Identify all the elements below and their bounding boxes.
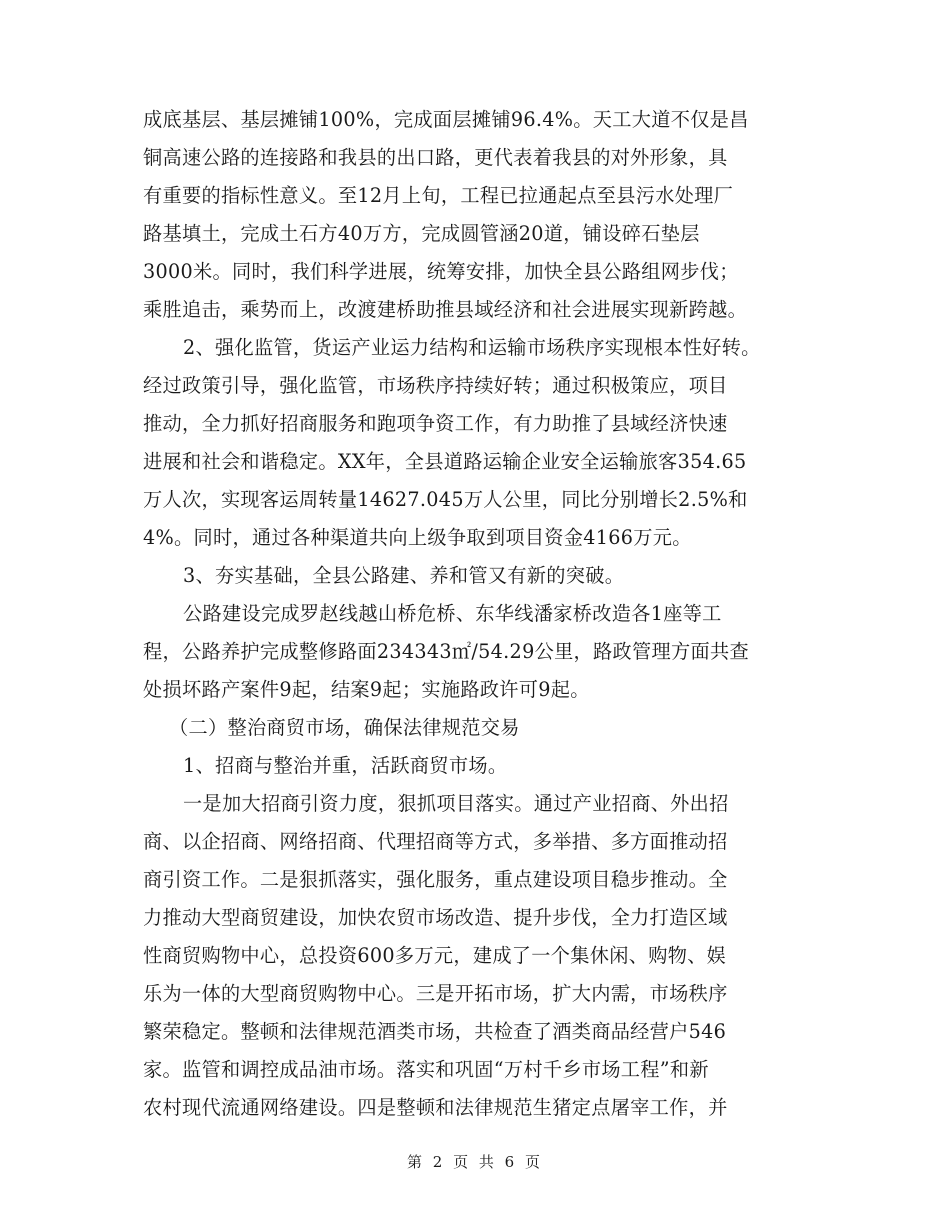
text-line: 进展和社会和谐稳定。XX年，全县道路运输企业安全运输旅客354.65 (143, 450, 747, 473)
text-line: 一是加大招商引资力度，狠抓项目落实。通过产业招商、外出招 (183, 792, 729, 815)
page-number-footer: 第 2 页 共 6 页 (407, 1153, 543, 1171)
text-line: 路基填土，完成土石方40万方，完成圆管涵20道，铺设碎石垫层 (143, 222, 700, 245)
text-line: 3000米。同时，我们科学进展，统筹安排，加快全县公路组网步伐； (143, 260, 739, 283)
paragraph-heading: 1、招商与整治并重，活跃商贸市场。 (183, 754, 508, 777)
text-line: 程，公路养护完成整修路面234343㎡/54.29公里，路政管理方面共查 (143, 640, 749, 663)
text-line: 经过政策引导，强化监管，市场秩序持续好转；通过积极策应，项目 (143, 374, 728, 397)
text-line: 商、以企招商、网络招商、代理招商等方式，多举措、多方面推动招 (143, 830, 728, 853)
section-heading: （二）整治商贸市场，确保法律规范交易 (169, 716, 520, 739)
text-line: 力推动大型商贸建设，加快农贸市场改造、提升步伐，全力打造区域 (143, 906, 728, 929)
text-line: 农村现代流通网络建设。四是整顿和法律规范生猪定点屠宰工作，并 (143, 1096, 728, 1119)
text-line: 推动，全力抓好招商服务和跑项争资工作，有力助推了县域经济快速 (143, 412, 728, 435)
text-line: 乘胜追击，乘势而上，改渡建桥助推县域经济和社会进展实现新跨越。 (143, 298, 748, 321)
text-line: 铜高速公路的连接路和我县的出口路，更代表着我县的对外形象，具 (143, 146, 728, 169)
text-line: 乐为一体的大型商贸购物中心。三是开拓市场，扩大内需，市场秩序 (143, 982, 728, 1005)
text-line: 商引资工作。二是狠抓落实，强化服务，重点建设项目稳步推动。全 (143, 868, 728, 891)
text-line: 性商贸购物中心，总投资600多万元，建成了一个集休闲、购物、娱 (143, 944, 727, 967)
text-line: 公路建设完成罗赵线越山桥危桥、东华线潘家桥改造各1座等工 (183, 602, 722, 625)
text-line: 处损坏路产案件9起，结案9起；实施路政许可9起。 (143, 678, 590, 701)
text-line: 4%。同时，通过各种渠道共向上级争取到项目资金4166万元。 (143, 526, 692, 549)
text-line: 有重要的指标性意义。至12月上旬，工程已拉通起点至县污水处理厂 (143, 184, 734, 207)
text-line: 家。监管和调控成品油市场。落实和巩固“万村千乡市场工程”和新 (143, 1058, 709, 1081)
paragraph-heading: 3、夯实基础，全县公路建、养和管又有新的突破。 (183, 564, 625, 587)
paragraph-heading: 2、强化监管，货运产业运力结构和运输市场秩序实现根本性好转。 (183, 336, 761, 359)
text-line: 繁荣稳定。整顿和法律规范酒类市场，共检查了酒类商品经营户546 (143, 1020, 727, 1043)
text-line: 成底基层、基层摊铺100%，完成面层摊铺96.4%。天工大道不仅是昌 (143, 108, 749, 131)
text-line: 万人次，实现客运周转量14627.045万人公里，同比分别增长2.5%和 (143, 488, 748, 511)
